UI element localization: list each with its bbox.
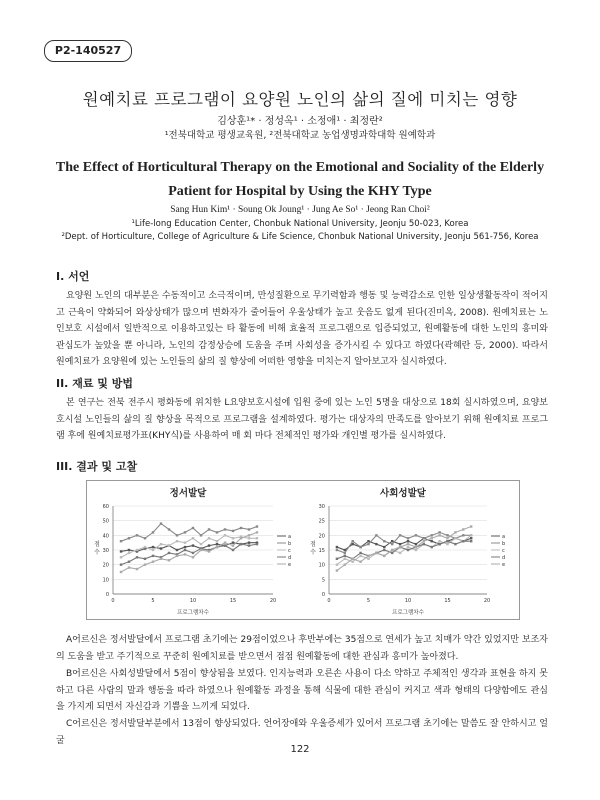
figure-box xyxy=(86,480,520,620)
data-point-a xyxy=(399,543,401,545)
y-tick-label: 10 xyxy=(318,562,325,569)
data-point-b xyxy=(336,549,338,551)
legend-label-b: b xyxy=(502,541,506,547)
legend-label-d: d xyxy=(288,555,292,561)
x-axis-label: 프로그램차수 xyxy=(177,610,209,616)
data-point-a xyxy=(470,537,472,539)
x-tick-label: 10 xyxy=(404,598,412,604)
affiliation-english-2: ²Dept. of Horticulture, College of Agriculture & Life Science, Chonbuk National University, Jeonju 561-756, Korea xyxy=(61,232,539,242)
data-point-d xyxy=(470,540,472,542)
data-point-e xyxy=(344,563,346,565)
data-point-a xyxy=(248,541,250,543)
data-point-b xyxy=(256,525,258,527)
data-point-a xyxy=(375,543,377,545)
data-point-a xyxy=(216,543,218,545)
data-point-c xyxy=(407,546,409,548)
data-point-c xyxy=(336,563,338,565)
section-heading-methods: II. 재료 및 방법 xyxy=(56,377,133,390)
data-point-b xyxy=(367,543,369,545)
data-point-b xyxy=(224,528,226,530)
affiliation-korean: ¹전북대학교 평생교육원, ²전북대학교 농업생명과학대학 원예학과 xyxy=(164,130,436,141)
data-point-a xyxy=(431,540,433,542)
x-tick-label: 5 xyxy=(151,598,155,604)
data-point-e xyxy=(462,528,464,530)
paragraph-results-b: B어르신은 사회성발달에서 5점이 향상됨을 보였다. 인지능력과 오른손 사용이 다소 약하고 주체적인 생각과 표현을 하지 못하고 다른 사람의 말과 행동을 따라 하였으나 원예활동 과정을 통해 식물에 대한 관심이 커지고 색과 형태의 다양함에도 관심을 가지게 되면서 자신감과 기쁨을 느끼게 되었다. xyxy=(56,669,548,712)
data-point-e xyxy=(144,563,146,565)
data-point-e xyxy=(431,537,433,539)
data-point-c xyxy=(144,546,146,548)
data-point-a xyxy=(128,549,130,551)
x-tick-label: 5 xyxy=(366,598,371,604)
data-point-c xyxy=(232,537,234,539)
data-point-d xyxy=(383,549,385,551)
y-tick-label: 25 xyxy=(318,518,325,525)
data-point-c xyxy=(446,543,448,545)
data-point-e xyxy=(232,544,234,546)
x-tick-label: 15 xyxy=(229,598,237,604)
y-tick-label: 0 xyxy=(105,592,109,598)
data-point-e xyxy=(367,555,369,557)
data-point-d xyxy=(136,556,138,558)
data-point-b xyxy=(160,522,162,524)
chart-social-development xyxy=(305,482,517,618)
legend-label-c: c xyxy=(288,548,291,554)
data-point-b xyxy=(344,552,346,554)
data-point-d xyxy=(423,543,425,545)
legend-label-b: b xyxy=(288,541,292,547)
data-point-d xyxy=(431,546,433,548)
data-point-e xyxy=(415,546,417,548)
y-tick-label: 5 xyxy=(321,577,325,584)
data-point-a xyxy=(232,541,234,543)
data-point-a xyxy=(160,547,162,549)
y-axis-label-char: 수 xyxy=(94,549,100,556)
data-point-a xyxy=(367,540,369,542)
data-point-c xyxy=(120,556,122,558)
data-point-b xyxy=(375,534,377,536)
data-point-e xyxy=(446,537,448,539)
data-point-d xyxy=(168,552,170,554)
data-point-e xyxy=(352,558,354,560)
x-tick-label: 20 xyxy=(269,598,277,604)
data-point-c xyxy=(415,549,417,551)
y-axis-label-char: 점 xyxy=(310,541,316,548)
y-tick-label: 20 xyxy=(318,533,325,540)
legend-label-e: e xyxy=(288,562,292,568)
data-point-a xyxy=(336,546,338,548)
data-point-e xyxy=(208,550,210,552)
data-point-d xyxy=(391,552,393,554)
data-point-a xyxy=(176,549,178,551)
data-point-b xyxy=(208,528,210,530)
section-heading-results: III. 결과 및 고찰 xyxy=(56,460,138,473)
series-line-b xyxy=(121,524,257,542)
y-axis-label xyxy=(310,540,316,556)
legend-label-c: c xyxy=(502,548,505,554)
legend-label-a: a xyxy=(288,534,292,540)
data-point-b xyxy=(431,534,433,536)
legend-label-d: d xyxy=(502,555,506,561)
y-tick-label: 10 xyxy=(102,577,109,584)
data-point-c xyxy=(224,534,226,536)
data-point-b xyxy=(168,528,170,530)
data-point-c xyxy=(256,537,258,539)
data-point-e xyxy=(454,531,456,533)
data-point-d xyxy=(224,544,226,546)
x-axis-label: 프로그램차수 xyxy=(392,610,424,616)
data-point-c xyxy=(152,549,154,551)
data-point-e xyxy=(160,558,162,560)
y-tick-label: 0 xyxy=(321,592,325,598)
data-point-b xyxy=(120,540,122,542)
data-point-a xyxy=(415,543,417,545)
data-point-e xyxy=(407,543,409,545)
data-point-b xyxy=(352,540,354,542)
data-point-b xyxy=(152,531,154,533)
chart-title: 사회성발달 xyxy=(380,488,426,499)
data-point-c xyxy=(352,561,354,563)
data-point-e xyxy=(120,571,122,573)
y-axis-label-char: 점 xyxy=(94,541,100,548)
data-point-d xyxy=(144,558,146,560)
data-point-d xyxy=(407,549,409,551)
data-point-c xyxy=(136,549,138,551)
data-point-d xyxy=(120,563,122,565)
data-point-d xyxy=(184,549,186,551)
data-point-d xyxy=(232,549,234,551)
authors-english: Sang Hun Kim¹ · Soung Ok Joung¹ · Jung Ae So¹ · Jeong Ran Choi² xyxy=(170,205,430,215)
data-point-c xyxy=(160,543,162,545)
y-tick-label: 50 xyxy=(102,518,109,525)
data-point-b xyxy=(128,537,130,539)
data-point-b xyxy=(232,530,234,532)
data-point-e xyxy=(224,541,226,543)
data-point-c xyxy=(208,537,210,539)
data-point-e xyxy=(128,566,130,568)
data-point-e xyxy=(240,537,242,539)
data-point-d xyxy=(152,555,154,557)
data-point-e xyxy=(438,534,440,536)
authors-korean: 김상훈¹* · 정성옥¹ · 소정애¹ · 최정란² xyxy=(217,116,383,127)
data-point-a xyxy=(192,544,194,546)
paragraph-intro: 요양원 노인의 대부분은 수동적이고 소극적이며, 만성질환으로 무기력함과 행동 및 능력감소로 인한 일상생활동작이 적어지고 근육이 약화되어 와상상태가 많으며 변화자가 줄어들어 우울상태가 높고 웃음도 없게 된다(진미옥, 2008). 원예치료는 노인보호 시설에서 일반적으로 이용하고있는 타 활동에 비해 효율적 프로그램으로 입증되었고, 원예활동에 대한 노인의 흥미와 관심도가 높았을 뿐 아니라, 노인의 감정상승에 도움을 주며 사회성을 증가시킬 수 있다고 하였다(곽혜란 등, 2000). 따라서 원예치료가 요양원에 있는 노인들의 삶의 질 향상에 어떠한 영향을 미치는지 알아보고자 실시하였다. xyxy=(56,291,548,367)
data-point-d xyxy=(462,540,464,542)
data-point-c xyxy=(192,537,194,539)
data-point-c xyxy=(176,540,178,542)
data-point-d xyxy=(446,540,448,542)
section-heading-intro: I. 서언 xyxy=(56,270,90,283)
data-point-e xyxy=(168,559,170,561)
data-point-a xyxy=(391,540,393,542)
paragraph-methods: 본 연구는 전북 전주시 평화동에 위치한 L요양보호시설에 입원 중에 있는 노인 5명을 대상으로 18회 실시하였으며, 요양보호시설 노인들의 삶의 질 향상을 목적으로 프로그램을 설계하였다. 평가는 대상자의 만족도를 알아보기 위해 원예치료 프로그램 후에 원예치료평가표(KHY식)를 사용하여 매 회 마다 전체적인 평가와 개인별 평가를 실시하였다. xyxy=(56,398,548,441)
data-point-d xyxy=(240,543,242,545)
data-point-b xyxy=(399,534,401,536)
y-tick-label: 20 xyxy=(102,562,109,569)
data-point-a xyxy=(208,544,210,546)
data-point-e xyxy=(383,555,385,557)
data-point-e xyxy=(375,552,377,554)
data-point-e xyxy=(470,525,472,527)
y-axis-label xyxy=(94,540,100,556)
data-point-e xyxy=(399,546,401,548)
data-point-e xyxy=(336,569,338,571)
data-point-e xyxy=(152,561,154,563)
data-point-e xyxy=(184,553,186,555)
paragraph-results-c: C어르신은 정서발달부분에서 13점이 향상되었다. 언어장애와 우울증세가 있어서 프로그램 초기에는 말씀도 잘 안하시고 얼굴 xyxy=(56,719,548,746)
data-point-e xyxy=(216,546,218,548)
title-english: The Effect of Horticultural Therapy on the Emotional and Sociality of the Elderly Patient for Hospital by Using the KHY Type xyxy=(55,160,545,199)
data-point-a xyxy=(383,546,385,548)
y-tick-label: 60 xyxy=(102,504,109,510)
x-tick-label: 10 xyxy=(189,598,197,604)
data-point-d xyxy=(454,543,456,545)
data-point-c xyxy=(359,555,361,557)
data-point-b xyxy=(184,531,186,533)
y-tick-label: 30 xyxy=(318,504,325,510)
page-number: 122 xyxy=(290,744,310,755)
title-korean: 원예치료 프로그램이 요양원 노인의 삶의 질에 미치는 영향 xyxy=(82,90,518,109)
series-line-d xyxy=(121,544,257,565)
data-point-e xyxy=(256,531,258,533)
data-point-d xyxy=(248,544,250,546)
data-point-b xyxy=(176,534,178,536)
data-point-c xyxy=(454,537,456,539)
chart-emotional-development xyxy=(89,482,303,618)
data-point-b xyxy=(240,527,242,529)
data-point-e xyxy=(423,540,425,542)
y-axis-label-char: 수 xyxy=(310,549,316,556)
data-point-b xyxy=(383,540,385,542)
legend-label-e: e xyxy=(502,562,506,568)
data-point-b xyxy=(200,534,202,536)
data-point-b xyxy=(423,537,425,539)
legend-label-a: a xyxy=(502,534,506,540)
data-point-d xyxy=(359,552,361,554)
paper-id-badge: P2-140527 xyxy=(44,40,132,62)
data-point-c xyxy=(216,540,218,542)
data-point-d xyxy=(128,561,130,563)
data-point-e xyxy=(248,534,250,536)
data-point-b xyxy=(136,534,138,536)
data-point-e xyxy=(136,568,138,570)
x-tick-label: 20 xyxy=(483,598,491,604)
data-point-d xyxy=(438,543,440,545)
data-point-a xyxy=(184,546,186,548)
y-tick-label: 15 xyxy=(318,548,325,554)
data-point-e xyxy=(200,549,202,551)
data-point-b xyxy=(407,537,409,539)
y-tick-label: 30 xyxy=(102,548,109,554)
data-point-d xyxy=(256,543,258,545)
data-point-b xyxy=(144,537,146,539)
y-tick-label: 40 xyxy=(102,533,109,540)
chart-title: 정서발달 xyxy=(169,488,207,499)
data-point-b xyxy=(391,543,393,545)
data-point-a xyxy=(152,546,154,548)
data-point-b xyxy=(438,531,440,533)
x-tick-label: 0 xyxy=(327,598,331,604)
data-point-c xyxy=(470,534,472,536)
data-point-c xyxy=(367,558,369,560)
data-point-e xyxy=(176,555,178,557)
data-point-b xyxy=(359,546,361,548)
data-point-c xyxy=(168,544,170,546)
data-point-c xyxy=(399,552,401,554)
data-point-c xyxy=(248,537,250,539)
data-point-c xyxy=(128,552,130,554)
series-line-e xyxy=(121,532,257,572)
x-tick-label: 15 xyxy=(444,598,451,604)
x-tick-label: 0 xyxy=(111,598,115,604)
data-point-b xyxy=(462,534,464,536)
affiliation-english-1: ¹Life-long Education Center, Chonbuk National University, Jeonju 50-023, Korea xyxy=(131,219,469,229)
data-point-e xyxy=(359,561,361,563)
data-point-c xyxy=(200,543,202,545)
data-point-b xyxy=(415,534,417,536)
data-point-e xyxy=(192,556,194,558)
data-point-d xyxy=(336,558,338,560)
data-point-a xyxy=(120,550,122,552)
data-point-b xyxy=(446,534,448,536)
data-point-b xyxy=(192,527,194,529)
data-point-b xyxy=(248,528,250,530)
data-point-e xyxy=(391,549,393,551)
data-point-d xyxy=(192,552,194,554)
paragraph-results-a: A어르신은 정서발달에서 프로그램 초기에는 29점이었으나 후반부에는 35점으로 연세가 높고 치매가 약간 있었지만 보조자의 도움을 받고 주기적으로 꾸준히 원예치료를 받으면서 점점 원예활동에 대한 관심과 흥미가 높아졌다. xyxy=(56,635,548,662)
data-point-c xyxy=(344,558,346,560)
data-point-b xyxy=(216,531,218,533)
data-point-c xyxy=(438,540,440,542)
data-point-a xyxy=(407,540,409,542)
data-point-d xyxy=(344,555,346,557)
data-point-c xyxy=(184,541,186,543)
